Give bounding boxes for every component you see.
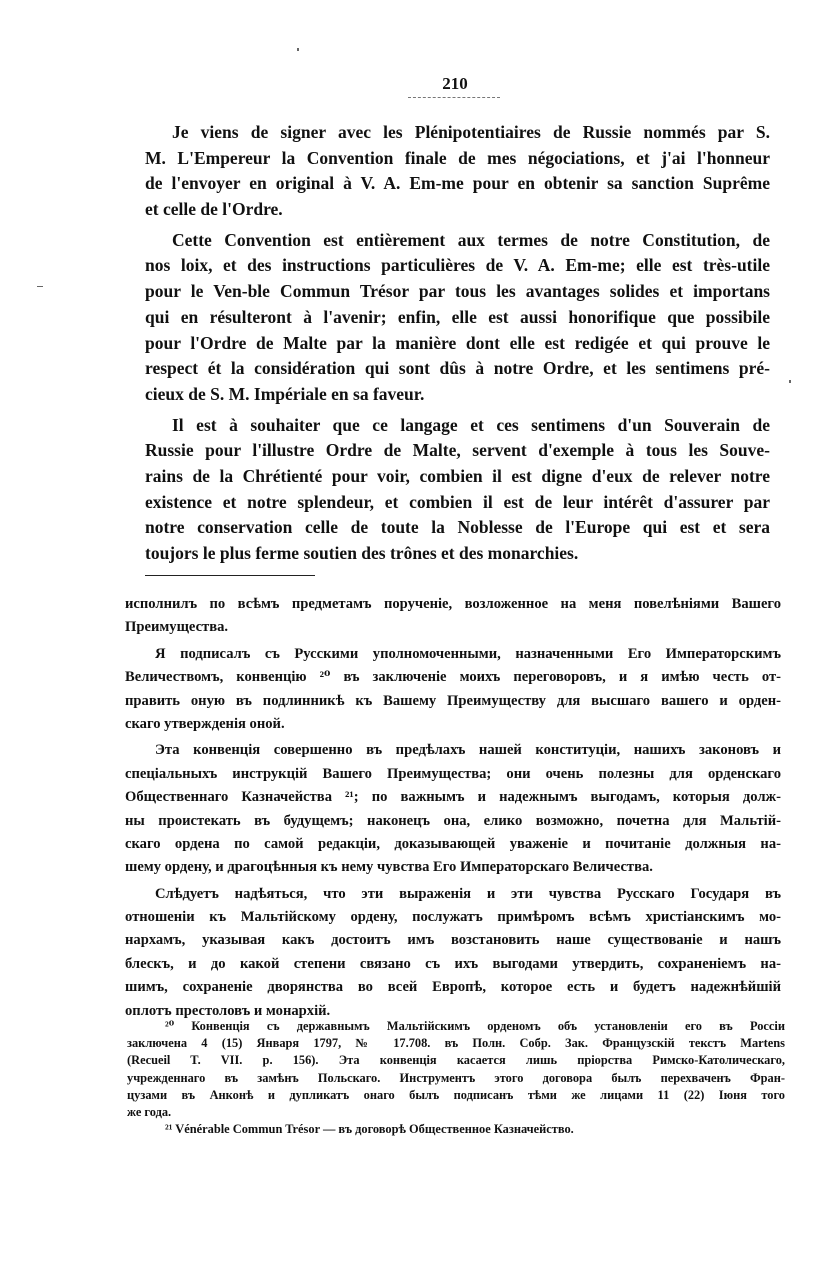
russian-text-line: скаго ордена по самой редакціи, доказывающей уваженіе и почитаніе должныя на-	[125, 835, 781, 852]
french-text-line: cieux de S. M. Impériale en sa faveur.	[145, 383, 425, 404]
footnote-line: ²⁰ Конвенція съ державнымъ Мальтійскимъ орденомъ объ установленіи его въ Россіи	[165, 1019, 785, 1033]
russian-text-line: блескъ, и до какой степени связано съ ихъ выгодами утвердить, сохраненіемъ на-	[125, 955, 781, 972]
footnote-line: ²¹ Vénérable Commun Trésor — въ договорѣ Общественное Казначейство.	[165, 1122, 574, 1137]
footnote-line: учрежденнаго въ замѣнъ Польскаго. Инструментъ этого договора былъ перехваченъ Фран-	[127, 1070, 785, 1085]
french-text-line: pour l'Ordre de Malte par la manière dont elle est redigée et qui prouve le	[145, 332, 770, 353]
russian-text-line: отношеніи къ Мальтійскому ордену, послужатъ примѣромъ всѣмъ христіанскимъ мо-	[125, 909, 781, 926]
french-text-line: pour le Ven-ble Commun Trésor par tous les avantages solides et importans	[145, 281, 770, 302]
footnote-line: заключена 4 (15) Января 1797, № 17.708. въ Полн. Собр. Зак. Французскій текстъ Martens	[127, 1036, 785, 1051]
footnotes	[127, 1018, 785, 1138]
russian-text-line: Величествомъ, конвенцію ²⁰ въ заключеніе моихъ переговоровъ, и я имѣю честь от-	[125, 669, 781, 686]
french-text-line: Je viens de signer avec les Plénipotentiaires de Russie nommés par S.	[172, 122, 770, 142]
french-text	[145, 120, 770, 567]
scan-speck	[297, 48, 299, 51]
russian-text-line: ны проистекать въ будущемъ; наконецъ она, елико возможно, почетна для Мальтій-	[125, 812, 781, 829]
russian-text-line: править оную въ подлинникѣ къ Вашему Преимуществу для высшаго вашего и орден-	[125, 692, 781, 709]
french-text-line: respect ét la considération qui sont dûs à notre Ordre, et les sentimens pré-	[145, 358, 770, 379]
russian-text-line: Слѣдуетъ надѣяться, что эти выраженія и эти чувства Русскаго Государя въ	[155, 885, 781, 902]
separator-rule	[145, 575, 315, 576]
russian-text-line: спеціальныхъ инструкцій Вашего Преимущества; они очень полезны для орденскаго	[125, 765, 781, 782]
french-text-line: rains de la Chrétienté pour voir, combien il est digne d'eux de relever notre	[145, 465, 770, 486]
footnote-line: (Recueil T. VII. p. 156). Эта конвенція касается лишь пріорства Римско-Католическаго,	[127, 1053, 785, 1068]
russian-text-line: Общественнаго Казначейства ²¹; по важнымъ и надежнымъ выгодамъ, которыя долж-	[125, 789, 781, 806]
french-text-line: existence et notre splendeur, et combien il est de leur intérêt d'assurer par	[145, 491, 770, 512]
french-text-line: et celle de l'Ordre.	[145, 199, 283, 220]
french-text-line: M. L'Empereur la Convention finale de mes négociations, et j'ai l'honneur	[145, 147, 770, 168]
french-text-line: toujors le plus ferme soutien des trônes et des monarchies.	[145, 543, 579, 563]
footnote-line: же года.	[127, 1104, 172, 1119]
french-text-line: Il est à souhaiter que ce langage et ces sentimens d'un Souverain de	[172, 414, 770, 435]
russian-text-line: Я подписалъ съ Русскими уполномоченными, назначенными Его Императорскимъ	[155, 645, 781, 662]
russian-text-line: шимъ, сохраненіе дворянства во всей Европѣ, которое есть и будетъ надежнѣйшій	[125, 979, 781, 996]
french-text-line: qui en résulteront à l'avenir; enfin, elle est aussi honorifique que possibile	[145, 306, 770, 327]
french-text-line: nos loix, et des instructions particulières de V. A. Em-me; elle est très-utile	[145, 255, 770, 276]
russian-text-line: оплотъ престоловъ и монархій.	[125, 1002, 331, 1019]
french-text-line: de l'envoyer en original à V. A. Em-me pour en obtenir sa sanction Suprême	[145, 173, 770, 194]
page-number-rule	[408, 97, 500, 98]
russian-text-line: шему ордену, и драгоцѣнныя къ нему чувства Его Императорскаго Величества.	[125, 859, 653, 876]
russian-text-line: скаго утвержденія оной.	[125, 715, 285, 732]
scan-speck	[37, 286, 43, 287]
page-number: 210	[442, 74, 468, 93]
russian-text-line: Преимущества.	[125, 619, 229, 636]
french-text-line: Russie pour l'illustre Ordre de Malte, servent d'exemple à tous les Souve-	[145, 440, 770, 461]
footnote-line: цузами въ Анконѣ и дупликатъ онаго былъ подписанъ тѣми же лицами 11 (22) Іюня того	[127, 1087, 785, 1102]
scan-speck	[789, 380, 791, 383]
russian-text-line: Эта конвенція совершенно въ предѣлахъ нашей конституціи, нашихъ законовъ и	[155, 742, 781, 759]
russian-translation	[125, 593, 781, 1023]
russian-text-line: исполнилъ по всѣмъ предметамъ порученіе, возложенное на меня повелѣніями Вашего	[125, 596, 781, 612]
french-text-line: notre conservation celle de toute la Noblesse de l'Europe qui est et sera	[145, 517, 770, 538]
russian-text-line: нархамъ, указывая какъ достоитъ имъ возстановить наше существованіе и нашъ	[125, 932, 781, 949]
french-text-line: Cette Convention est entièrement aux termes de notre Constitution, de	[172, 229, 770, 250]
